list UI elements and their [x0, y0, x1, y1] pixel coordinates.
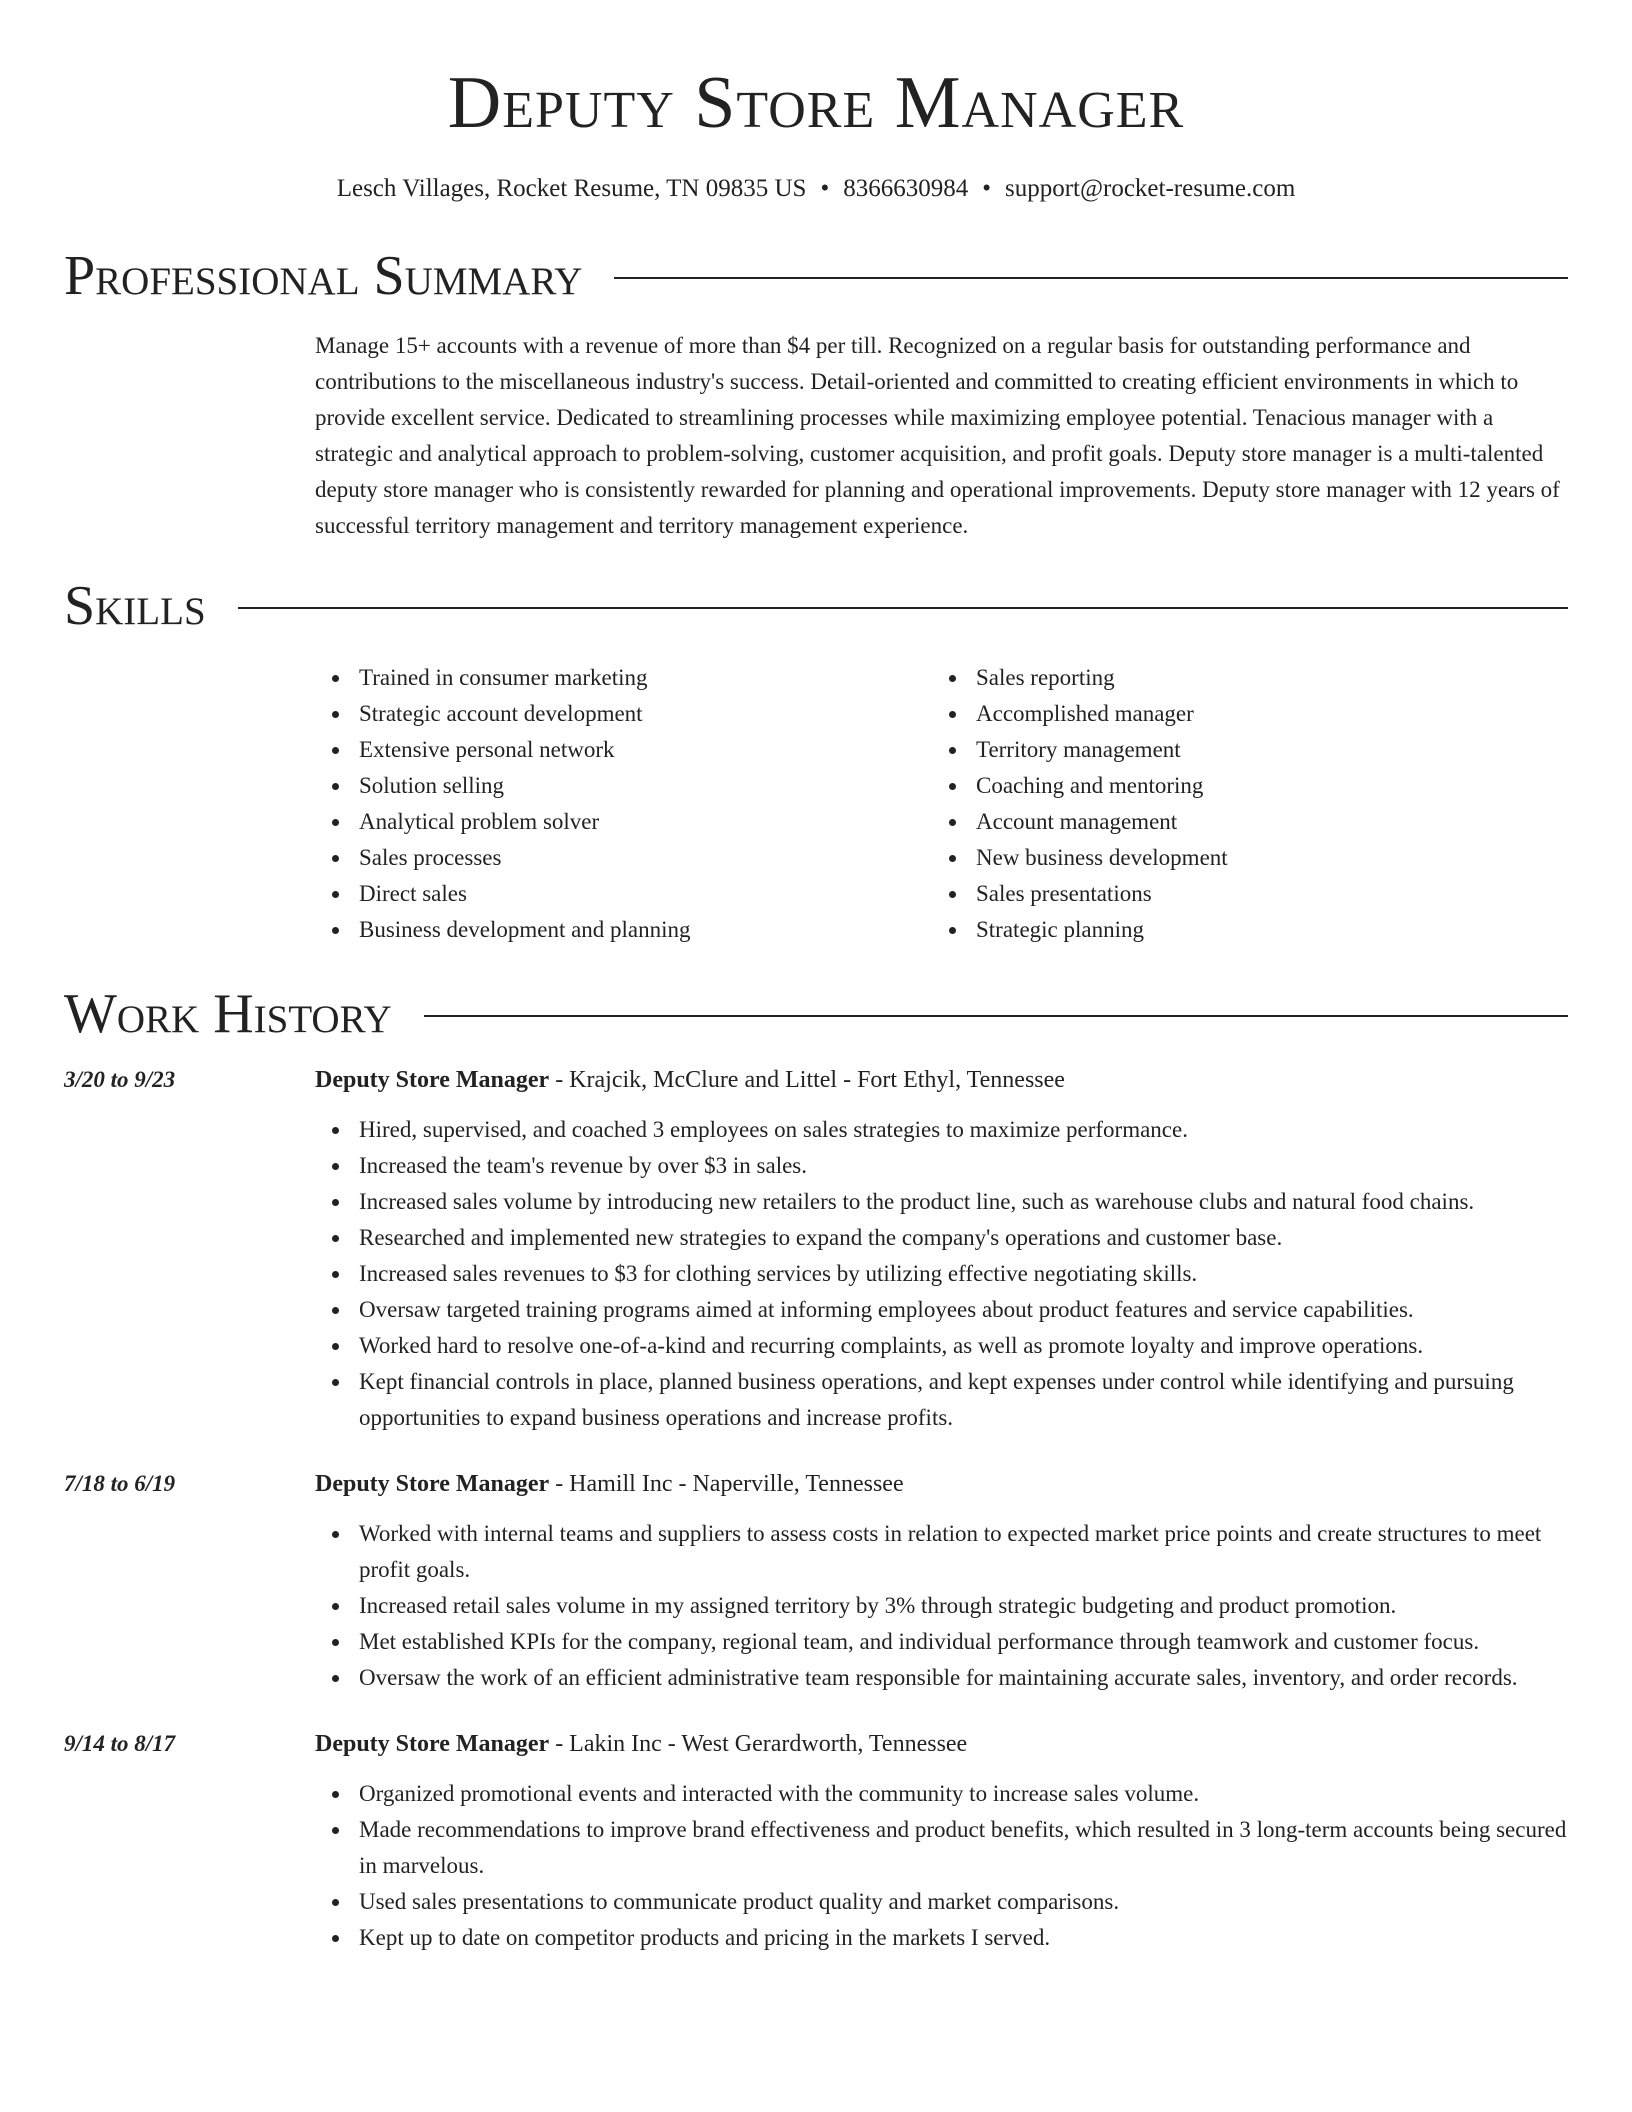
job-bullets — [315, 1516, 1568, 1696]
skill-item: Account management — [932, 804, 1228, 840]
contact-phone: 8366630984 — [843, 175, 969, 202]
section-divider — [614, 277, 1568, 279]
skill-item: Extensive personal network — [315, 732, 932, 768]
contact-separator: • — [820, 175, 830, 202]
skills-section-header — [64, 574, 1568, 638]
skill-item: Sales processes — [315, 840, 932, 876]
skills-list — [315, 660, 1568, 948]
skill-item: Sales presentations — [932, 876, 1228, 912]
job-bullet: Oversaw targeted training programs aimed at informing employees about product features and service capabilities. — [315, 1292, 1568, 1328]
skills-column-left — [315, 660, 932, 948]
skill-item: Coaching and mentoring — [932, 768, 1228, 804]
job-bullet: Increased sales revenues to $3 for clothing services by utilizing effective negotiating skills. — [315, 1256, 1568, 1292]
job-bullet: Hired, supervised, and coached 3 employees on sales strategies to maximize performance. — [315, 1112, 1568, 1148]
job-title: Deputy Store Manager — [315, 1471, 550, 1497]
skill-item: Strategic account development — [315, 696, 932, 732]
work-heading: Work History — [64, 983, 392, 1045]
skill-item: Business development and planning — [315, 912, 932, 948]
job-bullet: Made recommendations to improve brand effectiveness and product benefits, which resulted in 3 long-term accounts being secured in marvelous. — [315, 1812, 1568, 1884]
job-bullets — [315, 1776, 1568, 1956]
job-title: Deputy Store Manager — [315, 1731, 550, 1757]
job-detail — [315, 1062, 1568, 1436]
skill-item: Trained in consumer marketing — [315, 660, 932, 696]
job-dates: 3/20 to 9/23 — [64, 1067, 176, 1092]
job-heading — [315, 1726, 1568, 1762]
job-heading — [315, 1062, 1568, 1098]
skill-item: Accomplished manager — [932, 696, 1228, 732]
job-detail — [315, 1466, 1568, 1696]
job-bullet: Organized promotional events and interacted with the community to increase sales volume. — [315, 1776, 1568, 1812]
job-entry — [64, 1466, 1568, 1696]
job-bullet: Increased sales volume by introducing new retailers to the product line, such as warehouse clubs and natural food chains. — [315, 1184, 1568, 1220]
job-bullets — [315, 1112, 1568, 1436]
work-section-header — [64, 982, 1568, 1046]
contact-separator: • — [982, 175, 991, 202]
job-bullet: Researched and implemented new strategies to expand the company's operations and customer base. — [315, 1220, 1568, 1256]
skill-item: Analytical problem solver — [315, 804, 932, 840]
job-entry — [64, 1726, 1568, 1956]
candidate-name: Deputy Store Manager — [447, 62, 1185, 144]
job-bullet: Met established KPIs for the company, regional team, and individual performance through teamwork and customer focus. — [315, 1624, 1568, 1660]
summary-heading: Professional Summary — [64, 245, 583, 307]
job-bullet: Increased the team's revenue by over $3 in sales. — [315, 1148, 1568, 1184]
contact-email: support@rocket-resume.com — [1004, 175, 1296, 202]
job-bullet: Oversaw the work of an efficient administrative team responsible for maintaining accurate sales, inventory, and order records. — [315, 1660, 1568, 1696]
section-divider — [238, 607, 1568, 609]
job-company: - Lakin Inc - West Gerardworth, Tennessee — [549, 1731, 968, 1757]
job-entry — [64, 1062, 1568, 1436]
job-dates: 9/14 to 8/17 — [64, 1731, 176, 1756]
skill-item: New business development — [932, 840, 1228, 876]
job-bullet: Worked with internal teams and suppliers to assess costs in relation to expected market price points and create structures to meet profit goals. — [315, 1516, 1568, 1588]
contact-line — [64, 172, 1568, 206]
job-bullet: Kept financial controls in place, planned business operations, and kept expenses under control while identifying and pursuing opportunities to expand business operations and increase profits. — [315, 1364, 1568, 1436]
skill-item: Direct sales — [315, 876, 932, 912]
skill-item: Strategic planning — [932, 912, 1228, 948]
job-bullet: Kept up to date on competitor products and pricing in the markets I served. — [315, 1920, 1568, 1956]
summary-section-header — [64, 244, 1568, 308]
skill-item: Solution selling — [315, 768, 932, 804]
job-heading — [315, 1466, 1568, 1502]
job-bullet: Increased retail sales volume in my assigned territory by 3% through strategic budgeting and product promotion. — [315, 1588, 1568, 1624]
summary-text: Manage 15+ accounts with a revenue of more than $4 per till. Recognized on a regular basis for outstanding performance and contributions to the miscellaneous industry's success. Detail-oriented and committed to creating efficient environments in which to provide excellent service. Dedicated to streamlining processes while maximizing employee potential. Tenacious manager with a strategic and analytical approach to problem-solving, customer acquisition, and profit goals. Deputy store manager is a multi-talented deputy store manager who is consistently rewarded for planning and operational improvements. Deputy store manager with 12 years of successful territory management and territory management experience. — [315, 333, 1560, 538]
skills-heading: Skills — [64, 575, 206, 637]
skill-item: Territory management — [932, 732, 1228, 768]
job-bullet: Worked hard to resolve one-of-a-kind and recurring complaints, as well as promote loyalty and improve operations. — [315, 1328, 1568, 1364]
section-divider — [424, 1015, 1568, 1017]
skills-column-right — [932, 660, 1228, 948]
job-title: Deputy Store Manager — [315, 1067, 550, 1093]
job-bullet: Used sales presentations to communicate product quality and market comparisons. — [315, 1884, 1568, 1920]
job-dates: 7/18 to 6/19 — [64, 1471, 176, 1496]
job-company: - Hamill Inc - Naperville, Tennessee — [549, 1471, 904, 1497]
job-company: - Krajcik, McClure and Littel - Fort Ethyl, Tennessee — [549, 1067, 1065, 1093]
contact-address: Lesch Villages, Rocket Resume, TN 09835 US — [336, 175, 807, 202]
job-detail — [315, 1726, 1568, 1956]
skill-item: Sales reporting — [932, 660, 1228, 696]
